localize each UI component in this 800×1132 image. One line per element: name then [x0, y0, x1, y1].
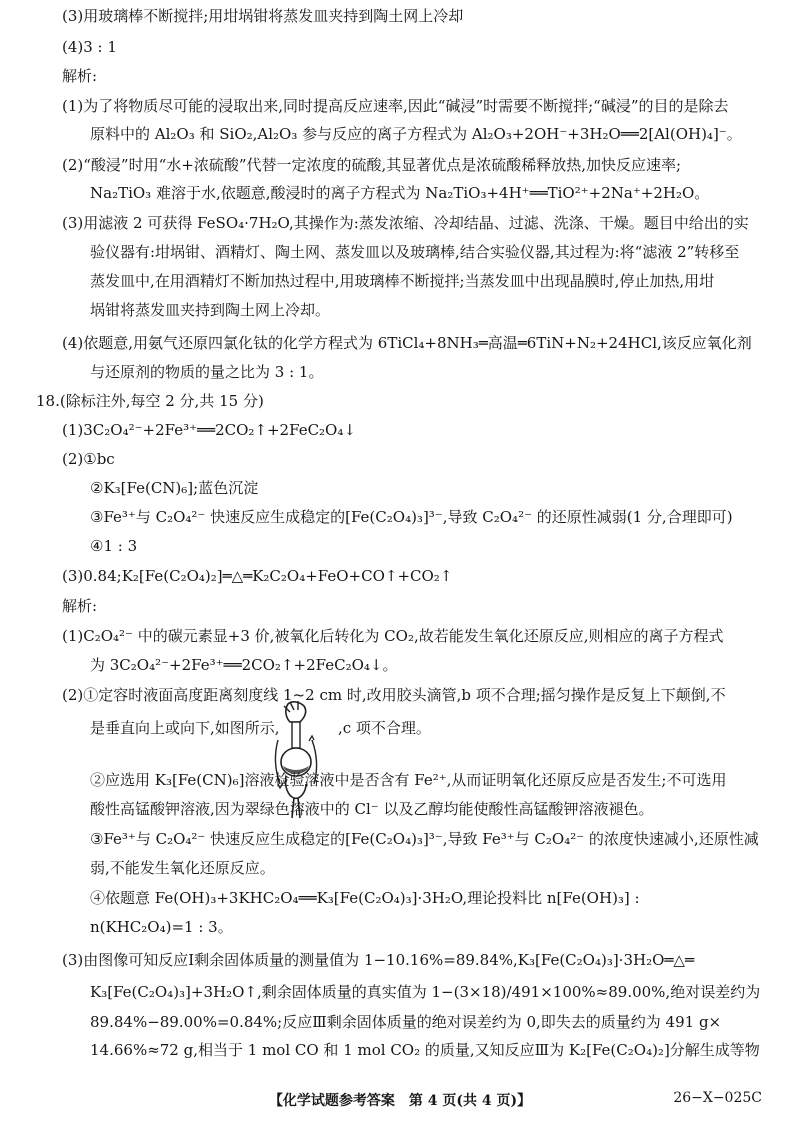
- analysis-18-1-b: 为 3C₂O₄²⁻+2Fe³⁺══2CO₂↑+2FeC₂O₄↓。: [90, 656, 398, 674]
- analysis-18-3-b: K₃[Fe(C₂O₄)₃]+3H₂O↑,剩余固体质量的真实值为 1−(3×18)/491×100%≈89.00%,绝对误差约为: [90, 983, 761, 1001]
- analysis-18-2-1-c: ,c 项不合理。: [338, 719, 431, 737]
- answer-18-1: (1)3C₂O₄²⁻+2Fe³⁺══2CO₂↑+2FeC₂O₄↓: [62, 421, 356, 439]
- analysis-heading-18: 解析:: [62, 597, 98, 615]
- analysis-18-3-d: 14.66%≈72 g,相当于 1 mol CO 和 1 mol CO₂ 的质量,又知反应Ⅲ为 K₂[Fe(C₂O₄)₂]分解生成等物: [90, 1041, 760, 1059]
- analysis-17-1-a: (1)为了将物质尽可能的浸取出来,同时提高反应速率,因此“碱浸”时需要不断搅拌;“碱浸”的目的是除去: [62, 97, 729, 115]
- document-code: 26−X−025C: [673, 1090, 762, 1106]
- answer-17-3: (3)用玻璃棒不断搅拌;用坩埚钳将蒸发皿夹持到陶土网上冷却: [62, 7, 464, 25]
- analysis-18-2-1-b: 是垂直向上或向下,如图所示,: [90, 719, 280, 737]
- analysis-18-2-2-a: ②应选用 K₃[Fe(CN)₆]溶液检验溶液中是否含有 Fe²⁺,从而证明氧化还原反应是否发生;不可选用: [90, 771, 727, 789]
- analysis-heading-17: 解析:: [62, 67, 98, 85]
- answer-18-3: (3)0.84;K₂[Fe(C₂O₄)₂]═△═K₂C₂O₄+FeO+CO↑+CO₂↑: [62, 567, 453, 585]
- page-footer: 【化学试题参考答案 第 4 页(共 4 页)】: [268, 1093, 532, 1109]
- analysis-18-2-2-b: 酸性高锰酸钾溶液,因为翠绿色溶液中的 Cl⁻ 以及乙醇均能使酸性高锰酸钾溶液褪色。: [90, 800, 654, 818]
- analysis-17-4-a: (4)依题意,用氨气还原四氯化钛的化学方程式为 6TiCl₄+8NH₃═高温═6TiN+N₂+24HCl,该反应氧化剂: [62, 334, 752, 352]
- analysis-18-2-4-b: n(KHC₂O₄)=1 : 3。: [90, 918, 233, 936]
- analysis-17-2-b: Na₂TiO₃ 难溶于水,依题意,酸浸时的离子方程式为 Na₂TiO₃+4H⁺══TiO²⁺+2Na⁺+2H₂O。: [90, 184, 710, 202]
- analysis-18-2-4-a: ④依题意 Fe(OH)₃+3KHC₂O₄══K₃[Fe(C₂O₄)₃]·3H₂O,理论投料比 n[Fe(OH)₃] :: [90, 889, 640, 907]
- analysis-17-3-c: 蒸发皿中,在用酒精灯不断加热过程中,用玻璃棒不断搅拌;当蒸发皿中出现晶膜时,停止加热,用坩: [90, 272, 715, 290]
- analysis-17-2-a: (2)“酸浸”时用“水+浓硫酸”代替一定浓度的硫酸,其显著优点是浓硫酸稀释放热,加快反应速率;: [62, 156, 682, 174]
- analysis-17-3-d: 埚钳将蒸发皿夹持到陶土网上冷却。: [90, 301, 331, 319]
- analysis-17-3-b: 验仪器有:坩埚钳、酒精灯、陶土网、蒸发皿以及玻璃棒,结合实验仪器,其过程为:将“滤液 2”转移至: [90, 243, 740, 261]
- answer-18-2-3: ③Fe³⁺与 C₂O₄²⁻ 快速反应生成稳定的[Fe(C₂O₄)₃]³⁻,导致 C₂O₄²⁻ 的还原性减弱(1 分,合理即可): [90, 508, 733, 526]
- analysis-17-4-b: 与还原剂的物质的量之比为 3 : 1。: [90, 363, 324, 381]
- analysis-18-2-3-b: 弱,不能发生氧化还原反应。: [90, 859, 275, 877]
- analysis-18-2-3-a: ③Fe³⁺与 C₂O₄²⁻ 快速反应生成稳定的[Fe(C₂O₄)₃]³⁻,导致 Fe³⁺与 C₂O₄²⁻ 的浓度快速减小,还原性减: [90, 830, 759, 848]
- analysis-17-3-a: (3)用滤液 2 可获得 FeSO₄·7H₂O,其操作为:蒸发浓缩、冷却结晶、过滤、洗涤、干燥。题目中给出的实: [62, 214, 749, 232]
- question-18-heading: 18.(除标注外,每空 2 分,共 15 分): [36, 392, 264, 410]
- answer-18-2-2: ②K₃[Fe(CN)₆];蓝色沉淀: [90, 479, 259, 497]
- analysis-18-2-1-a: (2)①定容时液面高度距离刻度线 1~2 cm 时,改用胶头滴管,b 项不合理;摇匀操作是反复上下颠倒,不: [62, 686, 726, 704]
- answer-18-2-1: (2)①bc: [62, 450, 115, 468]
- analysis-18-3-c: 89.84%−89.00%=0.84%;反应Ⅲ剩余固体质量的绝对误差约为 0,即失去的质量约为 491 g×: [90, 1013, 722, 1031]
- analysis-17-1-b: 原料中的 Al₂O₃ 和 SiO₂,Al₂O₃ 参与反应的离子方程式为 Al₂O₃+2OH⁻+3H₂O══2[Al(OH)₄]⁻。: [90, 125, 742, 143]
- analysis-18-1-a: (1)C₂O₄²⁻ 中的碳元素显+3 价,被氧化后转化为 CO₂,故若能发生氧化还原反应,则相应的离子方程式: [62, 627, 724, 645]
- answer-17-4: (4)3 : 1: [62, 38, 117, 56]
- answer-18-2-4: ④1 : 3: [90, 537, 138, 555]
- analysis-18-3-a: (3)由图像可知反应Ⅰ剩余固体质量的测量值为 1−10.16%=89.84%,K₃[Fe(C₂O₄)₃]·3H₂O═△═: [62, 951, 694, 969]
